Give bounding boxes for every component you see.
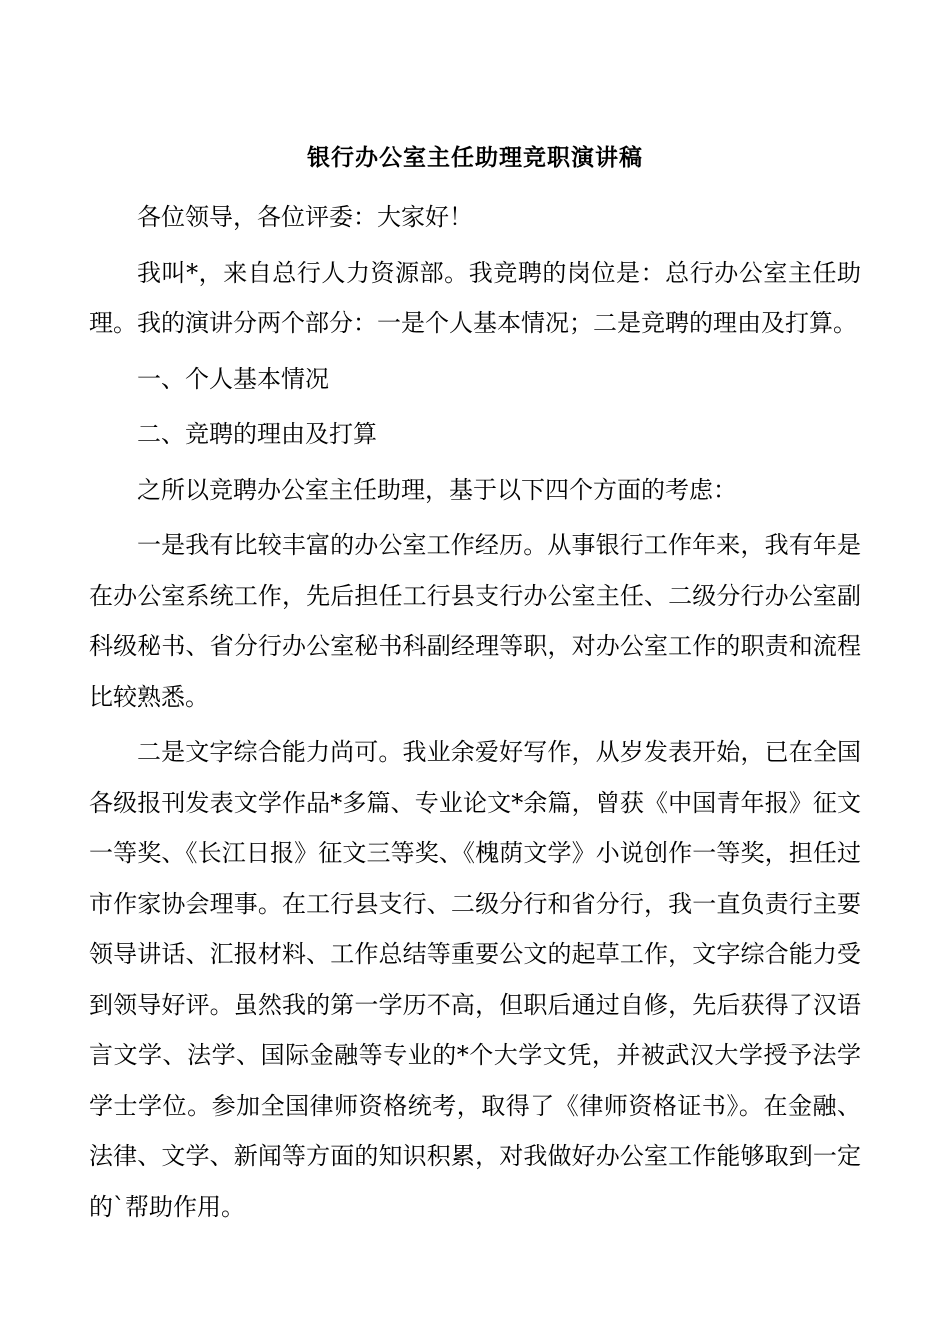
paragraph-greeting: 各位领导，各位评委：大家好！: [137, 203, 473, 231]
paragraph-reasons-intro: 之所以竞聘办公室主任助理，基于以下四个方面的考虑：: [137, 475, 737, 504]
paragraph-reason-two: 二是文字综合能力尚可。我业余爱好写作，从岁发表开始，已在全国各级报刊发表文学作品*多篇、专业论文*余篇，曾获《中国青年报》征文一等奖、《长江日报》征文三等奖、《槐荫文学》小说创作一等奖，担任过市作家协会理事。在工行县支行、二级分行和省分行，我一直负责行主要领导讲话、汇报材料、工作总结等重要公文的起草工作，文字综合能力受到领导好评。虽然我的第一学历不高，但职后通过自修，先后获得了汉语言文学、法学、国际金融等专业的*个大学文凭，并被武汉大学授予法学学士学位。参加全国律师资格统考，取得了《律师资格证书》。在金融、法律、文学、新闻等方面的知识积累，对我做好办公室工作能够取到一定的`帮助作用。: [89, 738, 861, 1221]
section-heading-reasons: 二、竞聘的理由及打算: [137, 420, 377, 448]
paragraph-introduction: 我叫*，来自总行人力资源部。我竞聘的岗位是：总行办公室主任助理。我的演讲分两个部分：一是个人基本情况；二是竞聘的理由及打算。: [89, 258, 861, 337]
section-heading-basic-info: 一、个人基本情况: [137, 364, 329, 393]
document-body: [89, 192, 861, 1237]
document-title: 银行办公室主任助理竞职演讲稿: [307, 144, 643, 171]
paragraph-reason-one: 一是我有比较丰富的办公室工作经历。从事银行工作年来，我有年是在办公室系统工作，先后担任工行县支行办公室主任、二级分行办公室副科级秘书、省分行办公室秘书科副经理等职，对办公室工作的职责和流程比较熟悉。: [89, 531, 861, 711]
